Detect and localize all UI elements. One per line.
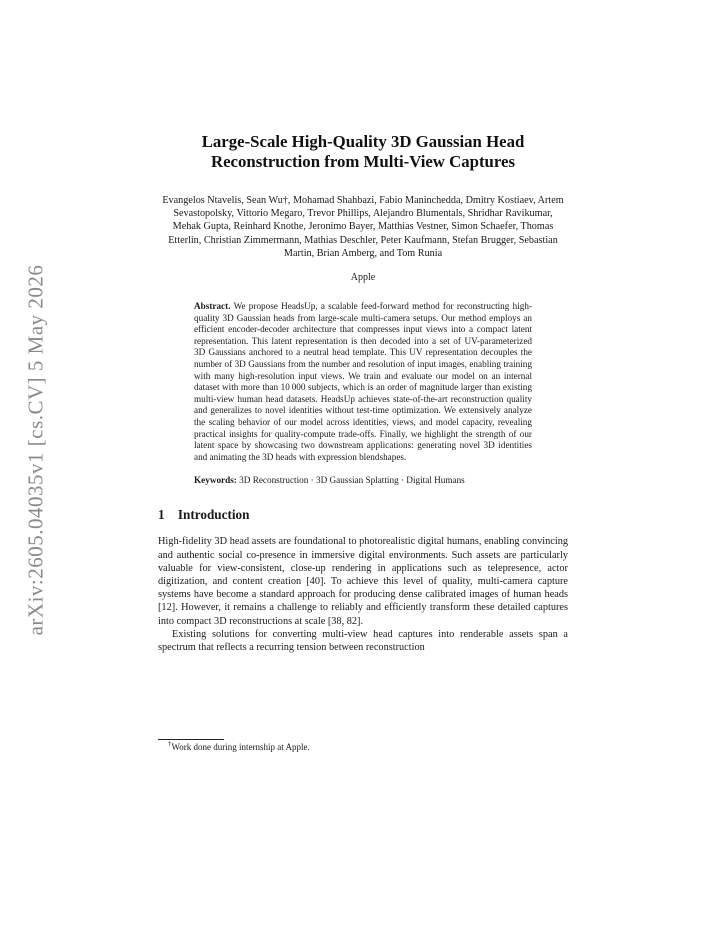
author-list: Evangelos Ntavelis, Sean Wu†, Mohamad Shahbazi, Fabio Maninchedda, Dmitry Kostiaev, Artem Sevastopolsky, Vittorio Megaro, Trevor Phillips, Alejandro Blumentals, Shridhar Ravikumar, Mehak Gupta, Reinhard Knothe, Jeronimo Bayer, Matthias Vestner, Simon Schaefer, Thomas Etterlin, Christian Zimmermann, Mathias Deschler, Peter Kaufmann, Stefan Brugger, Sebastian Martin, Brian Amberg, and Tom Runia — [162, 195, 564, 259]
paper-title — [158, 132, 568, 172]
arxiv-identifier: arXiv:2605.04035v1 [cs.CV] 5 May 2026 — [23, 264, 48, 636]
paper-first-page — [158, 132, 568, 654]
introduction-body — [158, 535, 568, 654]
section-number: 1 — [158, 507, 165, 523]
footnote-text: Work done during internship at Apple. — [171, 742, 310, 752]
abstract-text: We propose HeadsUp, a scalable feed-forward method for reconstructing high-quality 3D Gaussian heads from large-scale multi-camera setups. Our method employs an efficient encoder-decoder architecture that compresses input views into a compact latent representation. This latent representation is then decoded into a set of UV-parameterized 3D Gaussians anchored to a neutral head template. This UV representation decouples the number of 3D Gaussians from the number and resolution of input images, enabling training with many high-resolution input views. We train and evaluate our model on an internal dataset with more than 10 000 subjects, which is an order of magnitude larger than existing multi-view human head datasets. HeadsUp achieves state-of-the-art reconstruction quality and generalizes to novel identities without test-time optimization. We extensively analyze the scaling behavior of our model across identities, views, and model capacity, revealing practical insights for quality-compute trade-offs. Finally, we highlight the strength of our latent space by showcasing two downstream applications: generating novel 3D identities and animating the 3D heads with expression blendshapes. — [194, 301, 532, 462]
affiliation: Apple — [350, 272, 376, 284]
section-title: Introduction — [177, 507, 250, 523]
keywords — [194, 475, 532, 485]
paragraph-1: High-fidelity 3D head assets are foundational to photorealistic digital humans, enabling convincing and authentic social co-presence in immersive digital environments. Such assets are particularly valuable for view-consistent, close-up rendering in applications such as telepresence, actor digitization, and content creation [40]. To achieve this level of quality, multi-camera capture systems have become a standard approach for producing dense calibrated images of human heads [12]. However, it remains a challenge to reliably and efficiently transform these detailed captures into compact 3D reconstructions at scale [38, 82]. — [158, 536, 568, 627]
keywords-text: 3D Reconstruction · 3D Gaussian Splatting · Digital Humans — [239, 475, 465, 486]
abstract-label: Abstract. — [194, 301, 231, 312]
abstract — [194, 301, 532, 463]
paragraph-2: Existing solutions for converting multi-view head captures into renderable assets span a spectrum that reflects a recurring tension between reconstruction — [158, 628, 568, 653]
title-line-1: Large-Scale High-Quality 3D Gaussian Head — [201, 132, 525, 151]
footnote — [168, 742, 310, 752]
keywords-label: Keywords: — [194, 475, 237, 486]
section-heading-introduction — [158, 507, 568, 523]
title-line-2: Reconstruction from Multi-View Captures — [210, 152, 516, 171]
footnote-mark: † — [168, 740, 172, 748]
